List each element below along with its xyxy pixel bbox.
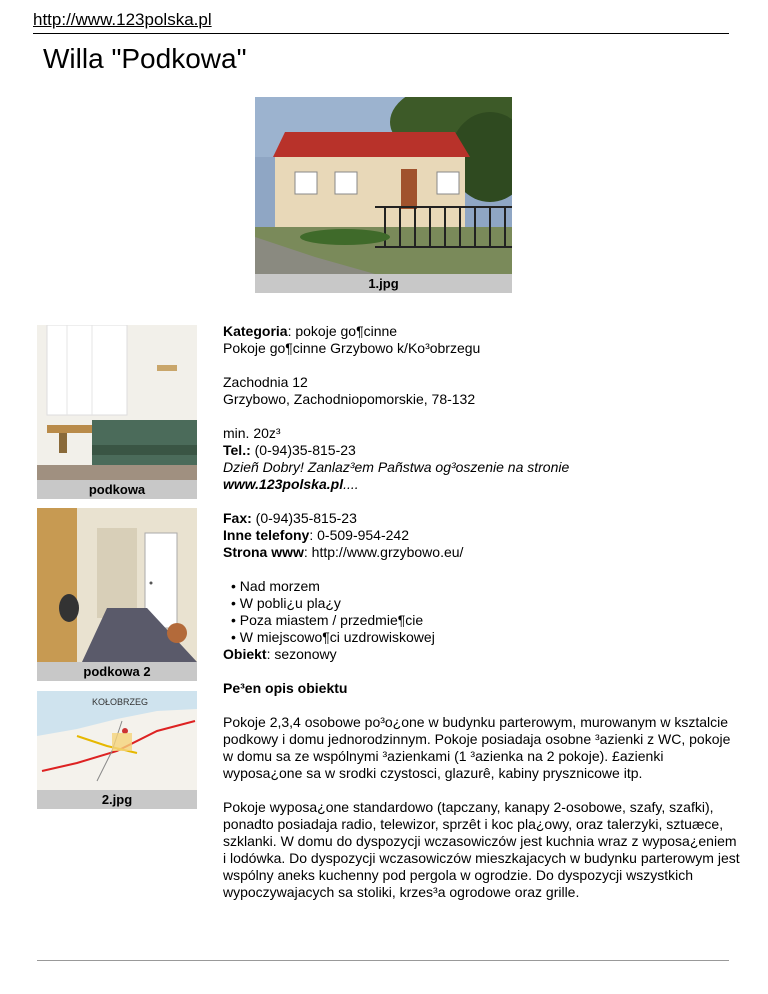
header-divider [33,33,729,34]
website-label: Strona www [223,544,304,560]
other-phones-label: Inne telefony [223,527,310,543]
room-photo [37,325,197,480]
feature-item: • Poza miastem / przedmie¶cie [231,612,424,628]
thumbnail-caption: podkowa 2 [37,662,197,681]
thumbnail-podkowa-2[interactable] [37,508,197,681]
description-paragraph-2: Pokoje wyposa¿one standardowo (tapczany, kanapy 2-osobowe, szafy, szafki), ponadto posiadaja radio, telewizor, sprzêt i koc pla¿owy, oraz talerzyki, sztuæce, szklanki. W domu do dyspozycji wczasowiczów jest kuchnia wraz z wyposa¿eniem i lodówka. Do dyspozycji wczasowiczów mieszkajacych w budynku parterowym jest wspólny aneks kuchenny pod pergola w ogrodzie. Do dyspozycji wszystkich wypoczywajacych sa stoliki, krzes³a ogrodowe oraz grille. [223,799,740,900]
note-ellipsis: .... [343,476,359,492]
description-heading: Pe³en opis obiektu [223,680,348,696]
tel-value: (0-94)35-815-23 [250,442,356,458]
listing-details [223,323,743,901]
description-paragraph-1: Pokoje 2,3,4 osobowe po³o¿one w budynku parterowym, murowanym w ksztalcie podkowy i domu jednorodzinnym. Pokoje posiadaja osobne ³azienki z WC, pokoje w domu sa ze wspólnymi ³azienkami (1 ³azienka na 2 pokoje). £azienki wyposa¿one sa w srodki czystosci, glazurê, kabiny prysznicowe itp. [223,714,731,781]
note-text: Dzieñ Dobry! Zanlaz³em Pañstwa og³oszenie na stronie [223,459,570,475]
category-value: : pokoje go¶cinne [287,323,398,339]
thumbnail-caption: 2.jpg [37,790,197,809]
thumbnail-caption: podkowa [37,480,197,499]
footer-divider [37,960,729,961]
map-image [37,691,197,790]
fax-value: (0-94)35-815-23 [251,510,357,526]
website-value[interactable]: : http://www.grzybowo.eu/ [303,544,464,560]
city-line: Grzybowo, Zachodniopomorskie, 78-132 [223,391,476,407]
map-city-label: KOŁOBRZEG [92,697,149,707]
thumbnail-map[interactable] [37,691,197,809]
features-list [223,578,743,646]
street-address: Zachodnia 12 [223,374,308,390]
hallway-photo [37,508,197,662]
fax-label: Fax: [223,510,252,526]
category-label: Kategoria [223,323,288,339]
note-link[interactable]: www.123polska.pl [223,476,344,492]
object-label: Obiekt [223,646,267,662]
site-url-link[interactable]: http://www.123polska.pl [33,10,212,29]
house-photo [255,97,512,274]
price: min. 20z³ [223,425,281,441]
feature-item: • Nad morzem [231,578,320,594]
feature-item: • W pobli¿u pla¿y [231,595,341,611]
feature-item: • W miejscowo¶ci uzdrowiskowej [231,629,435,645]
listing-subtitle: Pokoje go¶cinne Grzybowo k/Ko³obrzegu [223,340,481,356]
page-title: Willa "Podkowa" [43,43,247,74]
main-photo-caption: 1.jpg [255,274,512,293]
other-phones-value: : 0-509-954-242 [309,527,409,543]
main-photo[interactable] [255,97,512,294]
thumbnail-podkowa[interactable] [37,325,197,499]
object-value: : sezonowy [266,646,337,662]
tel-label: Tel.: [223,442,251,458]
